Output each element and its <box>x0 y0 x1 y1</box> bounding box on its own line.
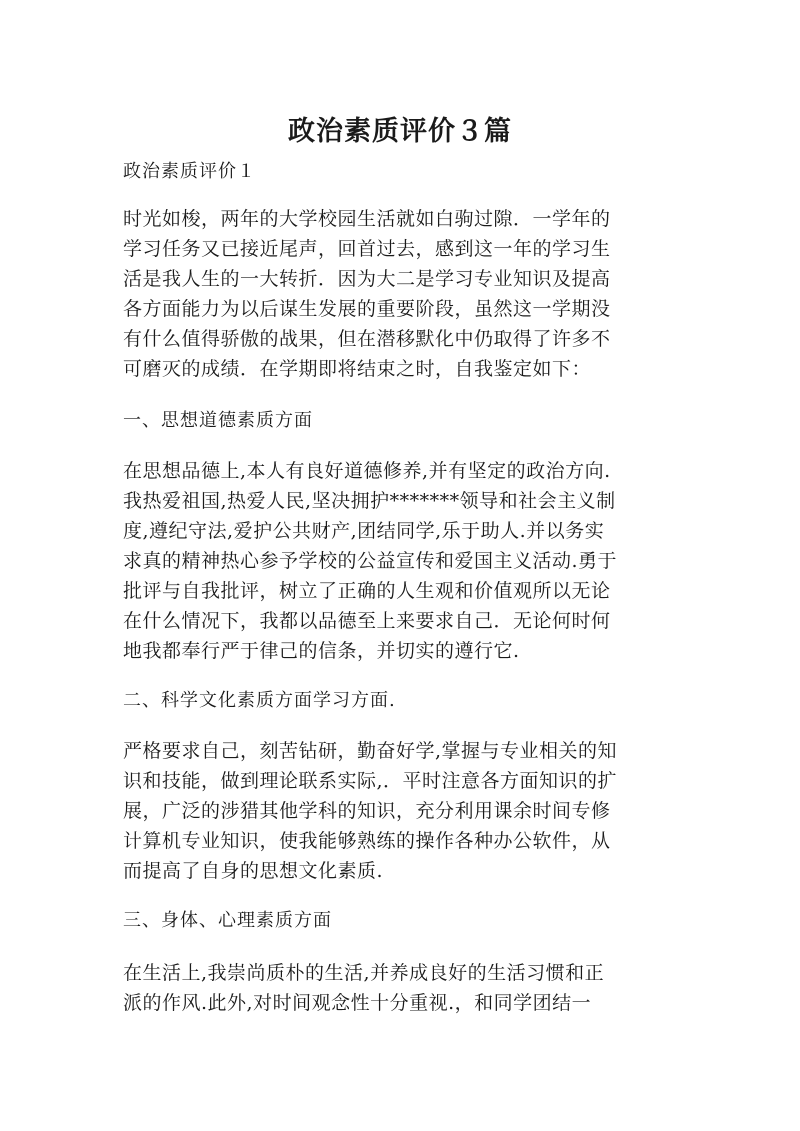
section-heading-culture: 二、科学文化素质方面学习方面. <box>123 690 396 711</box>
paragraph-line: 而提高了自身的思想文化素质. <box>123 860 384 882</box>
paragraph-line: 计算机专业知识，使我能够熟练的操作各种办公软件，从 <box>123 830 611 852</box>
section-paragraph-moral <box>123 456 663 666</box>
paragraph-line: 派的作风.此外,对时间观念性十分重视.，和同学团结一 <box>123 992 592 1014</box>
paragraph-line: 地我都奉行严于律己的信条，并切实的遵行它. <box>123 640 520 662</box>
paragraph-line: 时光如梭，两年的大学校园生活就如白驹过隙．一学年的 <box>123 208 611 230</box>
document-title: 政治素质评价３篇 <box>288 116 512 147</box>
paragraph-line: 展，广泛的涉猎其他学科的知识，充分利用课余时间专修 <box>123 800 611 822</box>
paragraph-line: 在什么情况下，我都以品德至上来要求自己．无论何时何 <box>123 610 611 632</box>
paragraph-line: 求真的精神热心参予学校的公益宣传和爱国主义活动.勇于 <box>123 550 618 572</box>
paragraph-line: 严格要求自己，刻苦钻研，勤奋好学,掌握与专业相关的知 <box>123 740 618 762</box>
section-paragraph-culture <box>123 736 663 886</box>
paragraph-line: 有什么值得骄傲的战果，但在潜移默化中仍取得了许多不 <box>123 328 611 350</box>
paragraph-line: 我热爱祖国,热爱人民,坚决拥护*******领导和社会主义制 <box>123 490 616 512</box>
paragraph-line: 度,遵纪守法,爱护公共财产,团结同学,乐于助人.并以务实 <box>123 520 605 542</box>
subtitle: 政治素质评价１ <box>123 161 256 182</box>
section-paragraph-health <box>123 958 663 1018</box>
paragraph-line: 识和技能，做到理论联系实际,．平时注意各方面知识的扩 <box>123 770 618 792</box>
section-heading-moral: 一、思想道德素质方面 <box>123 410 313 431</box>
paragraph-line: 各方面能力为以后谋生发展的重要阶段，虽然这一学期没 <box>123 298 611 320</box>
intro-paragraph <box>123 204 663 384</box>
paragraph-line: 学习任务又已接近尾声，回首过去，感到这一年的学习生 <box>123 238 611 260</box>
paragraph-line: 在思想品德上,本人有良好道德修养,并有坚定的政治方向. <box>123 460 611 482</box>
paragraph-line: 可磨灭的成绩．在学期即将结束之时，自我鉴定如下： <box>123 358 592 380</box>
section-heading-health: 三、身体、心理素质方面 <box>123 910 332 931</box>
paragraph-line: 在生活上,我崇尚质朴的生活,并养成良好的生活习惯和正 <box>123 962 605 984</box>
paragraph-line: 批评与自我批评，树立了正确的人生观和价值观所以无论 <box>123 580 611 602</box>
paragraph-line: 活是我人生的一大转折．因为大二是学习专业知识及提高 <box>123 268 611 290</box>
